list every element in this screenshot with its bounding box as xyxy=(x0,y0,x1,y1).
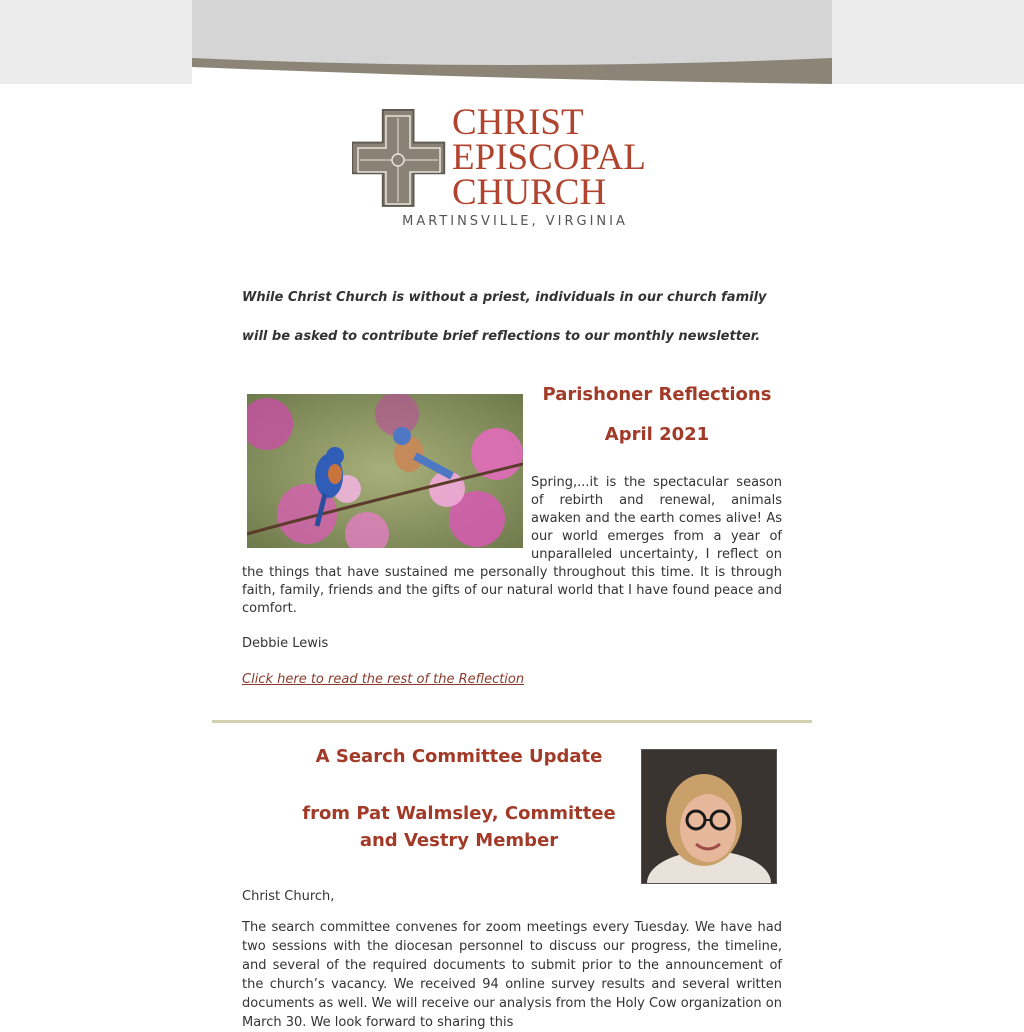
logo-location: MARTINSVILLE, VIRGINIA xyxy=(402,214,628,229)
read-reflection-link[interactable]: Click here to read the rest of the Reflection xyxy=(242,672,525,687)
search-byline: from Pat Walmsley, Committee and Vestry Member xyxy=(302,803,616,851)
reflections-month: April 2021 xyxy=(604,424,710,445)
search-greeting: Christ Church, xyxy=(242,889,335,904)
church-logo xyxy=(352,104,678,234)
celtic-cross-icon xyxy=(352,108,448,212)
portrait-image xyxy=(642,750,776,883)
logo-word-church: CHURCH xyxy=(452,172,607,213)
reflection-author: Debbie Lewis xyxy=(242,636,329,651)
reflection-text: Spring,...it is the spectacular season of rebirth and renewal, animals awaken and the earth comes alive! As our world emerges from a year of unparalleled uncertainty, I reflect on the things that have sustained me personally throughout this time. It is through faith, family, friends and the gifts of our natural world that I have found peace and comfort. xyxy=(242,475,782,616)
search-title: A Search Committee Update xyxy=(315,746,603,767)
logo-word-christ: CHRIST xyxy=(452,102,584,143)
newsletter-body xyxy=(192,0,832,1030)
reflection-body xyxy=(242,474,782,618)
pat-walmsley-photo xyxy=(641,749,777,884)
logo-word-episcopal: EPISCOPAL xyxy=(452,137,646,178)
section-divider xyxy=(212,720,812,723)
header-banner xyxy=(192,0,832,84)
search-body: The search committee convenes for zoom meetings every Tuesday. We have had two sessions with the diocesan personnel to discuss our progress, the timeline, and several of the required documents to submit prior to the announcement of the church’s vacancy. We received 94 online survey results and several written documents as well. We will receive our analysis from the Holy Cow organization on March 30. We look forward to sharing this xyxy=(242,920,782,1030)
reflections-title: Parishoner Reflections xyxy=(542,384,772,405)
intro-text: While Christ Church is without a priest, individuals in our church family will be asked to contribute brief reflections to our monthly newsletter. xyxy=(242,290,767,344)
image-float-spacer xyxy=(242,474,531,556)
